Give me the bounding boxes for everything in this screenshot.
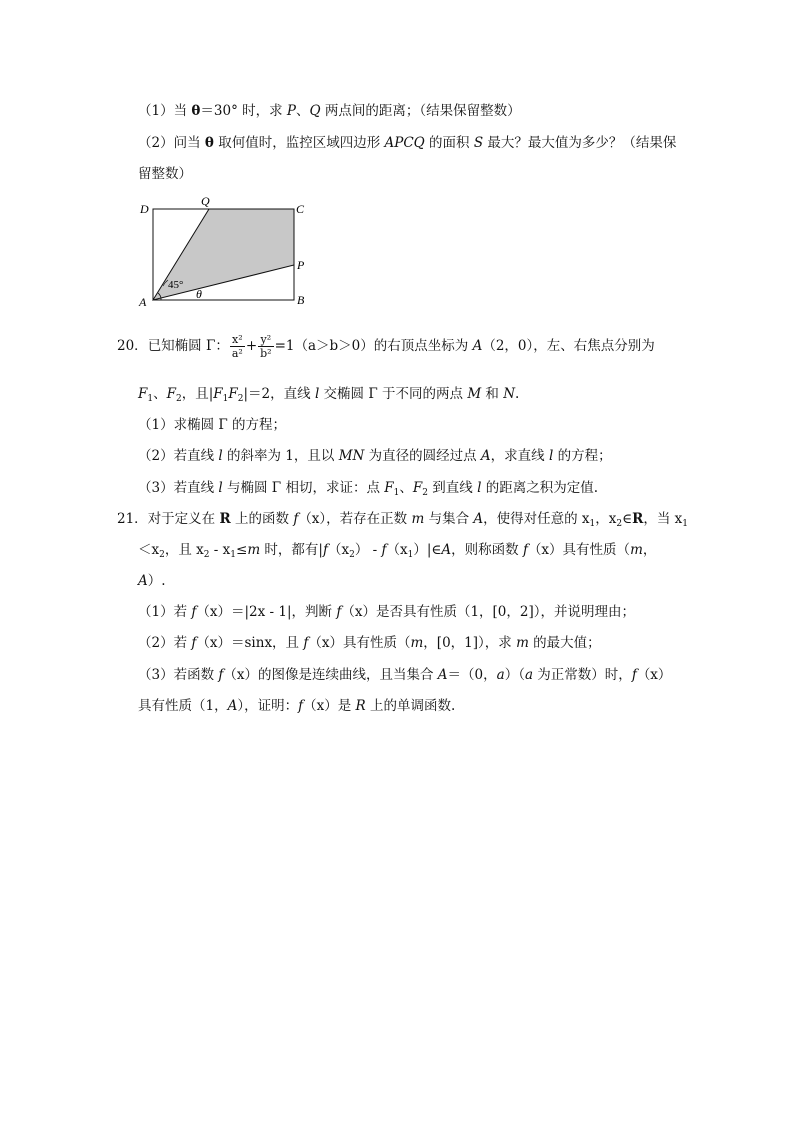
frac-num: y² [258,333,273,347]
label-D: D [140,202,149,216]
var-m: m [630,542,643,558]
text: ）（ [504,667,525,683]
text: - x [209,542,231,558]
text: 留整数） [138,166,192,182]
q20-part1 [138,415,286,435]
label-P: P [297,258,305,272]
text: 时，都有| [260,542,323,558]
var-A: A [138,573,148,589]
var-f: f [191,635,197,651]
var-m: m [247,542,261,558]
q19-figure [135,192,320,312]
label-B: B [297,293,305,307]
text: ＝30° 时，求 [200,103,287,119]
var-M: M [467,386,482,402]
text: （3）若函数 [138,667,219,683]
question-number: 20． [117,338,148,354]
q21-stem-line2 [138,540,656,565]
q19-part2 [138,133,676,153]
var-m: m [411,511,425,527]
text: 的最大值； [528,635,601,651]
text: ，且 x [164,542,204,558]
text: ，求直线 [490,448,549,464]
text: （x）是否具有性质（1，[0，2]），并说明理由； [341,604,635,620]
text: 、 [296,103,310,119]
question-number: 21． [117,511,148,527]
var-S: S [473,135,484,151]
text: =1（a＞b＞0）的右顶点坐标为 [274,338,473,354]
subscript: 2 [159,550,165,560]
text: ，且| [181,386,214,402]
subscript: 2 [203,550,210,560]
subscript: 2 [349,550,355,560]
text: （2，0），左、右焦点分别为 [482,338,655,354]
subscript: 1 [589,519,596,529]
var-m: m [516,635,529,651]
subscript: 1 [230,550,236,560]
q19-part1 [138,101,521,121]
var-P: P [286,103,297,119]
text: 上的函数 [230,511,294,527]
text: ≤ [236,542,248,558]
text: 的面积 [424,135,474,151]
var-F: F [213,386,223,402]
text: . [515,386,520,402]
subscript: 2 [616,519,623,529]
text: 与椭圆 Γ 相切，求证：点 [222,480,385,496]
var-f: f [293,511,299,527]
text: ，当 x [643,511,683,527]
subscript: 1 [407,550,414,560]
var-R: R [219,511,231,527]
fraction-y [258,333,273,360]
text: ） - [354,542,382,558]
var-F: F [166,386,176,402]
text: （x）具有性质（ [527,542,631,558]
var-f: f [191,604,197,620]
text: 与集合 [424,511,474,527]
var-f: f [303,635,309,651]
text: 具有性质（1， [138,698,228,714]
text: ， [642,542,657,558]
subscript: 2 [422,488,428,498]
var-N: N [503,386,516,402]
text: 为正常数）时， [533,667,632,683]
text: （x）是 [303,698,356,714]
var-f: f [381,542,387,558]
var-l: l [314,386,320,402]
frac-den: b² [260,347,272,360]
text: （1）当 [138,103,192,119]
text: （x）＝sinx，且 [196,635,304,651]
text: ，[0，1]），求 [423,635,517,651]
var-APCQ: APCQ [384,135,425,151]
var-F: F [228,386,238,402]
label-C: C [296,202,305,216]
text: 的距离之积为定值. [481,480,598,496]
var-f: f [218,667,224,683]
var-l: l [218,448,223,464]
q20-part2 [138,446,612,466]
var-F: F [412,480,423,496]
theta-symbol: θ [204,135,214,151]
var-f: f [522,542,528,558]
text: ）. [147,573,166,589]
var-f: f [631,667,637,683]
var-R: R [355,698,366,714]
var-a: a [496,667,505,683]
text: 为直径的圆经过点 [364,448,481,464]
var-A: A [472,338,483,354]
text: 到直线 [427,480,478,496]
var-f: f [336,604,342,620]
text: 上的单调函数. [365,698,456,714]
text: 、 [153,386,167,402]
text: ＜x [138,542,160,558]
text: 的方程； [553,448,612,464]
text: 、 [399,480,413,496]
q19-part2-cont [138,164,192,184]
text: （2）问当 [138,135,205,151]
text: （x），若存在正数 [298,511,412,527]
subscript: 1 [147,394,154,404]
subscript: 1 [222,394,229,404]
text: ），证明： [237,698,299,714]
text: + [245,338,258,354]
q21-part1 [138,602,635,622]
subscript: 1 [682,519,688,529]
var-A: A [441,542,452,558]
text: ，x [595,511,617,527]
angle-45-label: 45° [168,279,184,291]
label-A: A [139,295,147,309]
var-Q: Q [309,103,321,119]
text: 两点间的距离；（结果保留整数） [320,103,521,119]
text: 已知椭圆 Γ： [147,338,229,354]
text: ∈ [622,511,633,527]
text: ）|∈ [413,542,442,558]
text: （x） [636,667,672,683]
text: |＝2，直线 [243,386,315,402]
fraction-x [230,333,245,360]
text: （1）求椭圆 Γ 的方程； [138,417,287,433]
var-F: F [384,480,394,496]
text: 最大？最大值为多少？（结果保 [483,135,677,151]
var-m: m [410,635,424,651]
subscript: 1 [393,488,400,498]
text: 的斜率为 1，且以 [222,448,339,464]
var-l: l [548,448,554,464]
frac-den: a² [231,347,243,360]
text: （x）的图像是连续曲线，且当集合 [223,667,438,683]
var-l: l [477,480,482,496]
text: 和 [481,386,504,402]
angle-theta-label: θ [196,287,202,301]
q21-stem [117,509,688,534]
text: ＝（0， [447,667,497,683]
var-F: F [138,386,148,402]
q20-stem [117,333,655,360]
q21-part2 [138,633,601,653]
var-A: A [473,511,484,527]
text: （2）若 [138,635,192,651]
text: 对于定义在 [147,511,220,527]
text: （2）若直线 [138,448,219,464]
label-Q: Q [201,194,210,208]
text: （3）若直线 [138,480,219,496]
q21-part3 [138,665,671,685]
var-A: A [480,448,491,464]
q20-stem-line2 [138,384,519,409]
text: ，使得对任意的 x [483,511,590,527]
frac-num: x² [230,333,245,347]
text: （x）具有性质（ [308,635,411,651]
var-l: l [218,480,223,496]
text: 取何值时，监控区域四边形 [213,135,385,151]
var-f: f [298,698,304,714]
var-MN: MN [338,448,365,464]
var-R: R [632,511,644,527]
q21-part3-cont [138,696,455,716]
q20-part3 [138,478,598,503]
var-A: A [227,698,238,714]
text: （1）若 [138,604,192,620]
var-a: a [524,667,534,683]
text: （x [327,542,350,558]
var-f: f [322,542,328,558]
text: （x [386,542,408,558]
text: 交椭圆 Γ 于不同的两点 [319,386,468,402]
subscript: 2 [175,394,182,404]
subscript: 2 [237,394,244,404]
theta-symbol: θ [191,103,201,119]
text: ，则称函数 [451,542,523,558]
text: （x）＝|2x - 1|，判断 [196,604,337,620]
var-A: A [437,667,448,683]
q21-stem-line3 [138,571,166,591]
